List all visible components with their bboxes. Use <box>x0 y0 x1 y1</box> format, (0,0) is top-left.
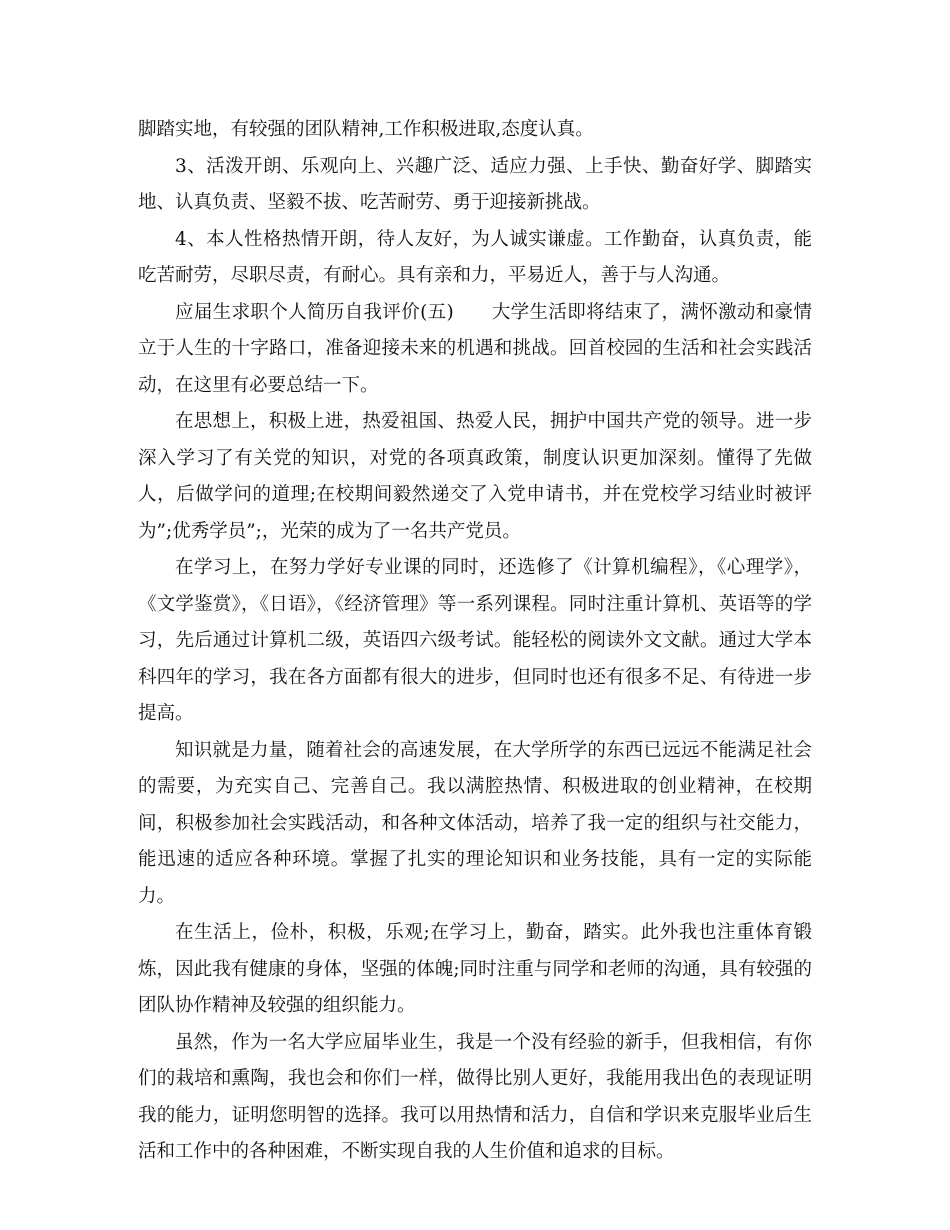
paragraph-life: 在生活上，俭朴，积极，乐观;在学习上，勤奋，踏实。此外我也注重体育锻炼，因此我有健康的身体，坚强的体魄;同时注重与同学和老师的沟通，具有较强的团队协作精神及较强的组织能力。 <box>138 922 812 1016</box>
paragraph-study: 在学习上，在努力学好专业课的同时，还选修了《计算机编程》，《心理学》，《文学鉴赏》，《日语》，《经济管理》等一系列课程。同时注重计算机、英语等的学习，先后通过计算机二级，英语四六级考试。能轻松的阅读外文文献。通过大学本科四年的学习，我在各方面都有很大的进步，但同时也还有很多不足、有待进一步提高。 <box>138 557 812 724</box>
document-body <box>138 112 812 1171</box>
paragraph-item-3: 3、活泼开朗、乐观向上、兴趣广泛、适应力强、上手快、勤奋好学、脚踏实地、认真负责、坚毅不拔、吃苦耐劳、勇于迎接新挑战。 <box>138 155 812 213</box>
paragraph-continuation: 脚踏实地，有较强的团队精神,工作积极进取,态度认真。 <box>138 119 594 140</box>
paragraph-conclusion: 虽然，作为一名大学应届毕业生，我是一个没有经验的新手，但我相信，有你们的栽培和熏陶，我也会和你们一样，做得比别人更好，我能用我出色的表现证明我的能力，证明您明智的选择。我可以用热情和活力，自信和学识来克服毕业后生活和工作中的各种困难，不断实现自我的人生价值和追求的目标。 <box>138 1031 812 1162</box>
paragraph-section-five-intro: 应届生求职个人简历自我评价(五) 大学生活即将结束了，满怀激动和豪情立于人生的十字路口，准备迎接未来的机遇和挑战。回首校园的生活和社会实践活动，在这里有必要总结一下。 <box>138 301 812 396</box>
paragraph-knowledge: 知识就是力量，随着社会的高速发展，在大学所学的东西已远远不能满足社会的需要，为充实自己、完善自己。我以满腔热情、积极进取的创业精神，在校期间，积极参加社会实践活动，和各种文体活动，培养了我一定的组织与社交能力，能迅速的适应各种环境。掌握了扎实的理论知识和业务技能，具有一定的实际能力。 <box>138 739 812 907</box>
paragraph-item-4: 4、本人性格热情开朗，待人友好，为人诚实谦虚。工作勤奋，认真负责，能吃苦耐劳，尽职尽责，有耐心。具有亲和力，平易近人，善于与人沟通。 <box>138 228 812 286</box>
paragraph-ideology: 在思想上，积极上进，热爱祖国、热爱人民，拥护中国共产党的领导。进一步深入学习了有关党的知识，对党的各项真政策，制度认识更加深刻。懂得了先做人，后做学问的道理;在校期间毅然递交了入党申请书，并在党校学习结业时被评为”;优秀学员”;，光荣的成为了一名共产党员。 <box>138 411 812 542</box>
